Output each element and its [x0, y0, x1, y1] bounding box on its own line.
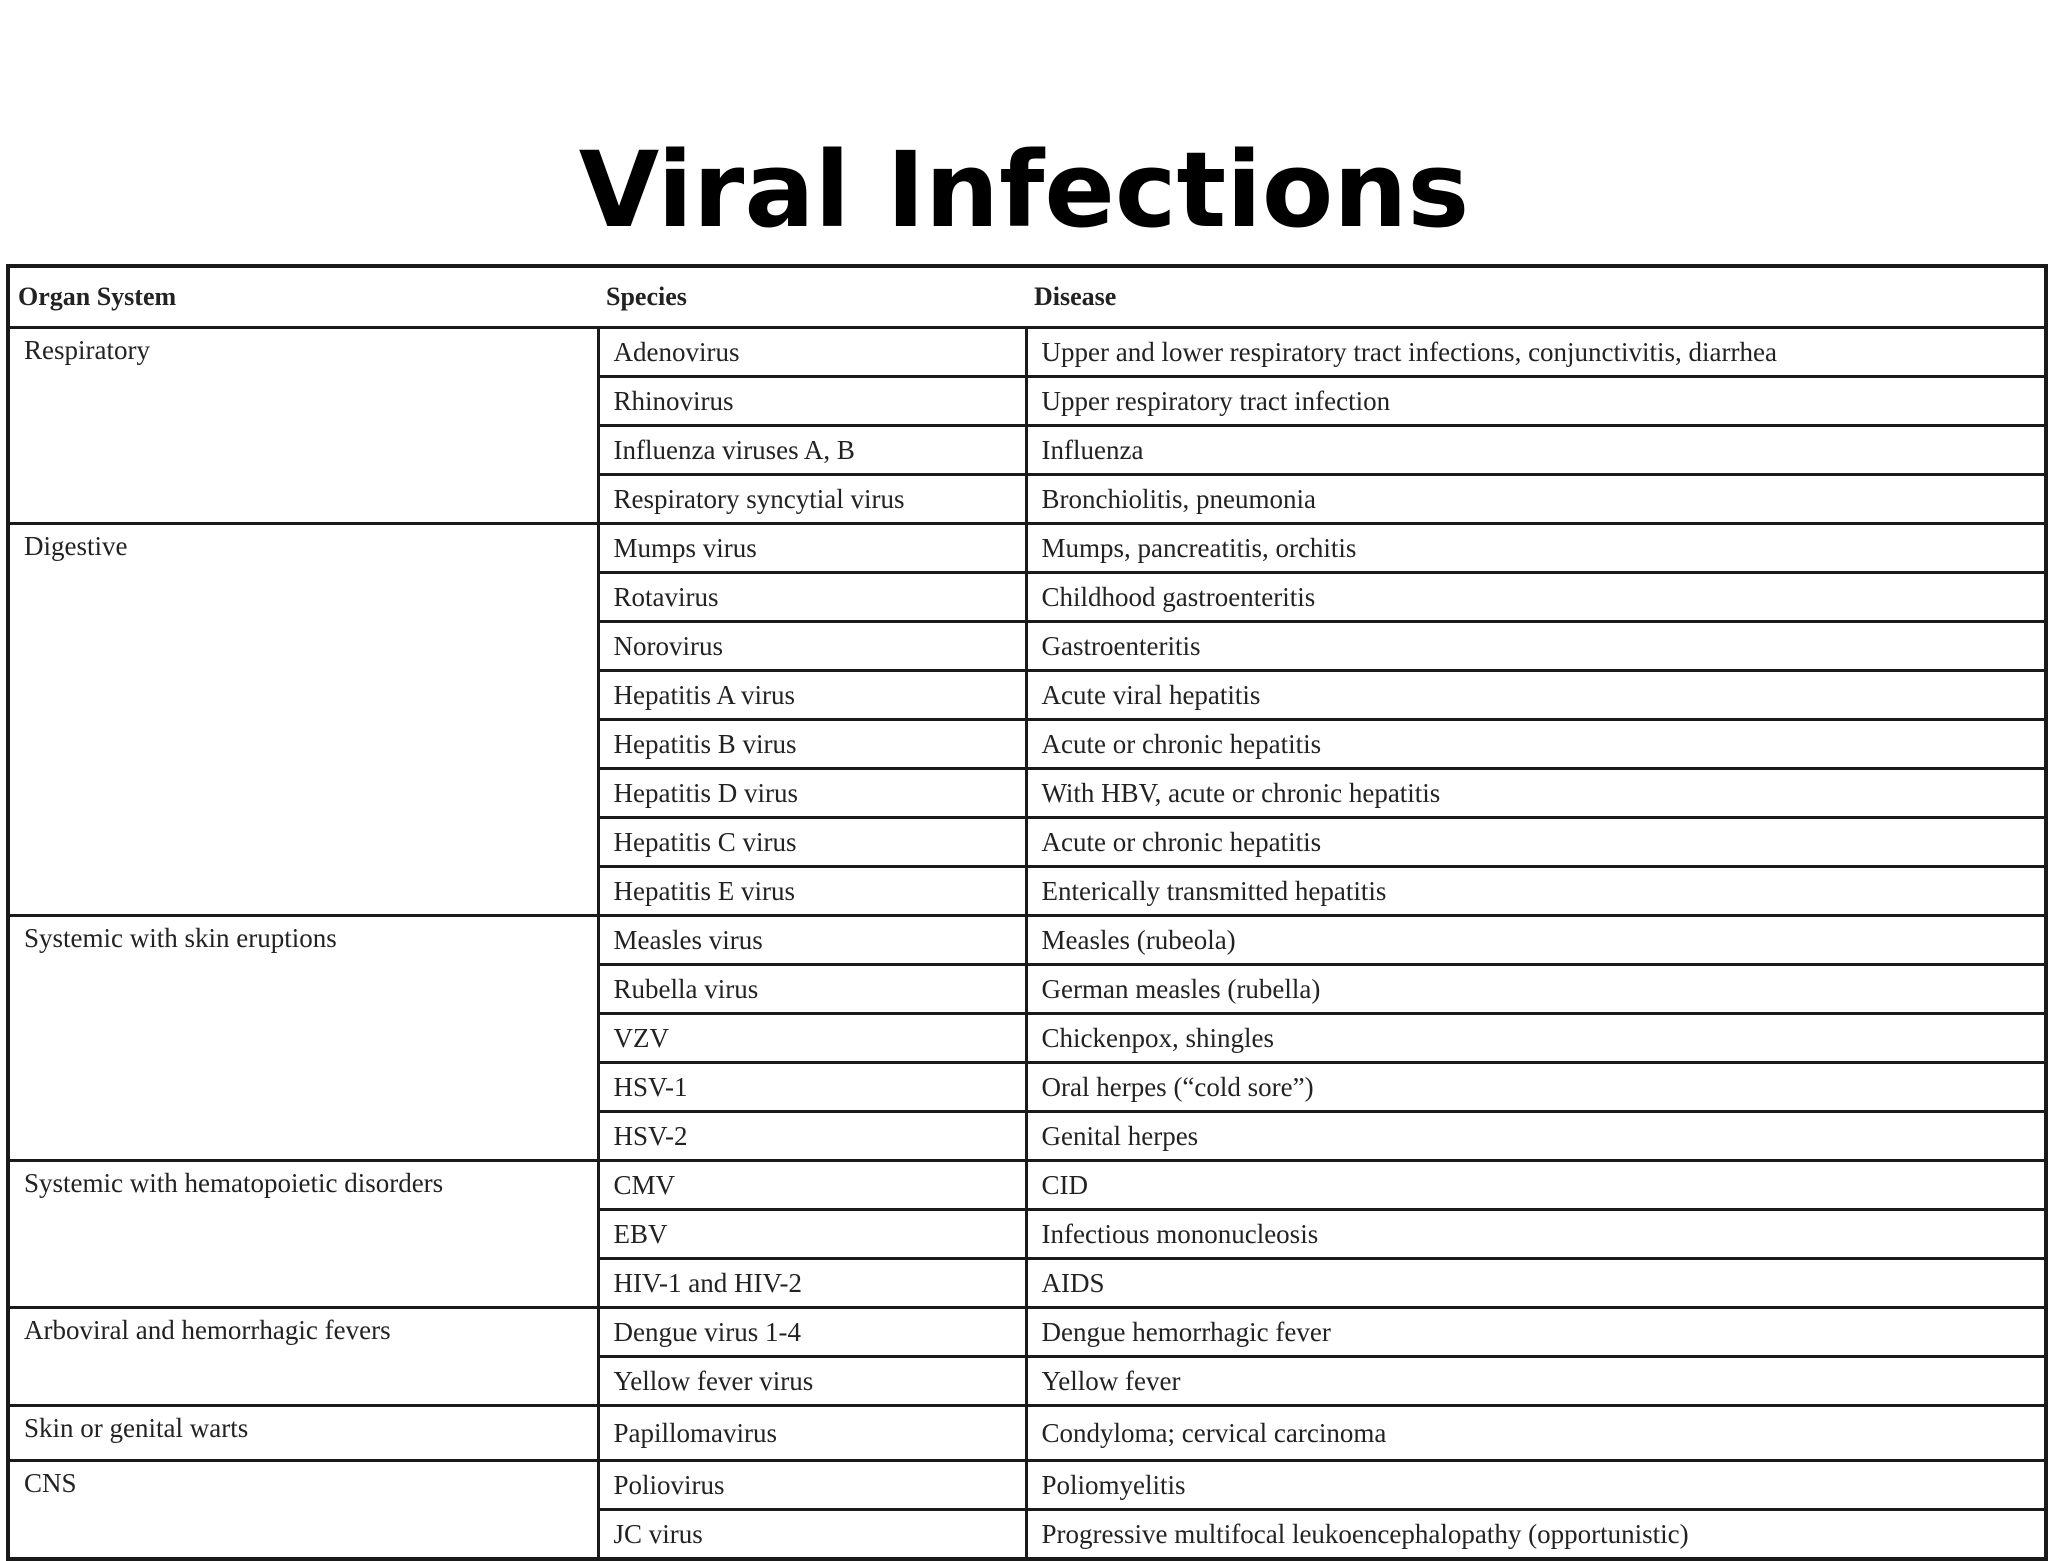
- table-row: [8, 328, 2046, 377]
- disease-cell: Dengue hemorrhagic fever: [1026, 1308, 2046, 1357]
- table-row: [8, 916, 2046, 965]
- organ-system-cell: Systemic with skin eruptions: [8, 916, 598, 1161]
- organ-system-cell: Respiratory: [8, 328, 598, 524]
- table-row: [8, 1461, 2046, 1510]
- species-cell: Mumps virus: [598, 524, 1026, 573]
- species-cell: Hepatitis B virus: [598, 720, 1026, 769]
- species-cell: Poliovirus: [598, 1461, 1026, 1510]
- species-cell: Norovirus: [598, 622, 1026, 671]
- disease-cell: Poliomyelitis: [1026, 1461, 2046, 1510]
- header-species: Species: [598, 266, 1026, 328]
- species-cell: HIV-1 and HIV-2: [598, 1259, 1026, 1308]
- organ-system-cell: Systemic with hematopoietic disorders: [8, 1161, 598, 1308]
- table-row: [8, 1406, 2046, 1461]
- species-cell: Rubella virus: [598, 965, 1026, 1014]
- disease-cell: AIDS: [1026, 1259, 2046, 1308]
- disease-cell: Acute viral hepatitis: [1026, 671, 2046, 720]
- species-cell: Papillomavirus: [598, 1406, 1026, 1461]
- organ-system-cell: Arboviral and hemorrhagic fevers: [8, 1308, 598, 1406]
- species-cell: Measles virus: [598, 916, 1026, 965]
- species-cell: Yellow fever virus: [598, 1357, 1026, 1406]
- viral-infections-table: [6, 264, 2048, 1561]
- disease-cell: German measles (rubella): [1026, 965, 2046, 1014]
- species-cell: Hepatitis D virus: [598, 769, 1026, 818]
- disease-cell: Gastroenteritis: [1026, 622, 2046, 671]
- disease-cell: Upper respiratory tract infection: [1026, 377, 2046, 426]
- disease-cell: CID: [1026, 1161, 2046, 1210]
- disease-cell: Bronchiolitis, pneumonia: [1026, 475, 2046, 524]
- header-organ-system: Organ System: [8, 266, 598, 328]
- species-cell: JC virus: [598, 1510, 1026, 1560]
- disease-cell: Yellow fever: [1026, 1357, 2046, 1406]
- header-disease: Disease: [1026, 266, 2046, 328]
- table-row: [8, 524, 2046, 573]
- table-row: [8, 1161, 2046, 1210]
- disease-cell: Acute or chronic hepatitis: [1026, 720, 2046, 769]
- species-cell: Respiratory syncytial virus: [598, 475, 1026, 524]
- disease-cell: Condyloma; cervical carcinoma: [1026, 1406, 2046, 1461]
- disease-cell: Enterically transmitted hepatitis: [1026, 867, 2046, 916]
- disease-cell: Genital herpes: [1026, 1112, 2046, 1161]
- organ-system-cell: Skin or genital warts: [8, 1406, 598, 1461]
- table-row: [8, 1308, 2046, 1357]
- slide-title: Viral Infections: [578, 129, 1470, 251]
- species-cell: Rotavirus: [598, 573, 1026, 622]
- species-cell: VZV: [598, 1014, 1026, 1063]
- disease-cell: Infectious mononucleosis: [1026, 1210, 2046, 1259]
- disease-cell: Upper and lower respiratory tract infections, conjunctivitis, diarrhea: [1026, 328, 2046, 377]
- species-cell: HSV-2: [598, 1112, 1026, 1161]
- species-cell: EBV: [598, 1210, 1026, 1259]
- species-cell: HSV-1: [598, 1063, 1026, 1112]
- disease-cell: With HBV, acute or chronic hepatitis: [1026, 769, 2046, 818]
- disease-cell: Measles (rubeola): [1026, 916, 2046, 965]
- species-cell: Dengue virus 1-4: [598, 1308, 1026, 1357]
- table-body: [8, 328, 2046, 1560]
- disease-cell: Chickenpox, shingles: [1026, 1014, 2046, 1063]
- disease-cell: Acute or chronic hepatitis: [1026, 818, 2046, 867]
- species-cell: Adenovirus: [598, 328, 1026, 377]
- disease-cell: Progressive multifocal leukoencephalopathy (opportunistic): [1026, 1510, 2046, 1560]
- organ-system-cell: Digestive: [8, 524, 598, 916]
- species-cell: Hepatitis A virus: [598, 671, 1026, 720]
- species-cell: Influenza viruses A, B: [598, 426, 1026, 475]
- species-cell: CMV: [598, 1161, 1026, 1210]
- species-cell: Hepatitis C virus: [598, 818, 1026, 867]
- table-header-row: [8, 266, 2046, 328]
- disease-cell: Oral herpes (“cold sore”): [1026, 1063, 2046, 1112]
- disease-cell: Mumps, pancreatitis, orchitis: [1026, 524, 2046, 573]
- organ-system-cell: CNS: [8, 1461, 598, 1560]
- species-cell: Rhinovirus: [598, 377, 1026, 426]
- disease-cell: Influenza: [1026, 426, 2046, 475]
- disease-cell: Childhood gastroenteritis: [1026, 573, 2046, 622]
- species-cell: Hepatitis E virus: [598, 867, 1026, 916]
